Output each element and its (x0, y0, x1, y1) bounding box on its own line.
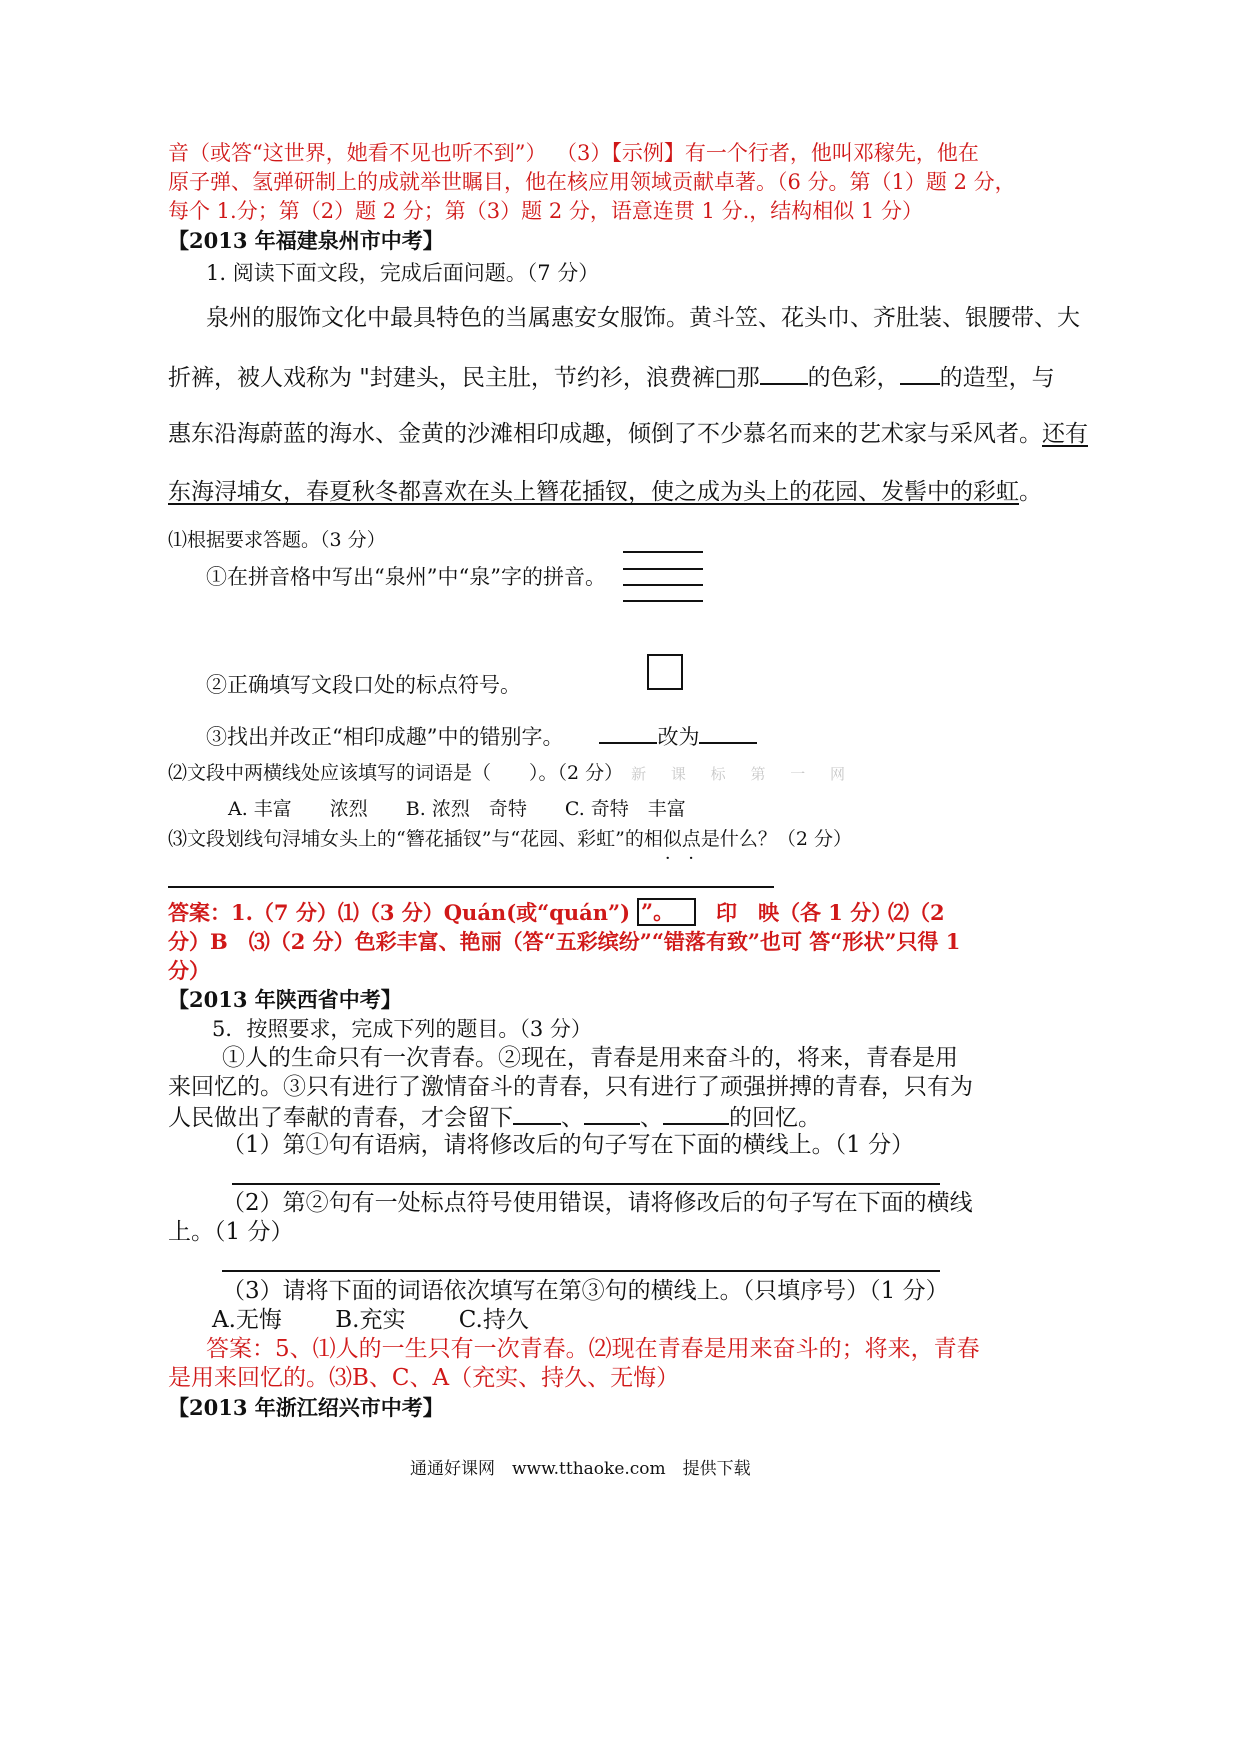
section-heading-quanzhou: 【2013 年福建泉州市中考】 (168, 228, 444, 253)
question-5-title: 5．按照要求，完成下列的题目。（3 分） (212, 1017, 592, 1041)
passage-line-4-end: 。 (1019, 479, 1042, 505)
underlined-sentence-start: 还有 (1042, 421, 1088, 447)
sub-question-1-ii: ②正确填写文段口处的标点符号。 (206, 673, 521, 697)
page-footer: 通通好课网 www.tthaoke.com 提供下载 (410, 1459, 751, 1479)
sub-question-1-iii-text: ③找出并改正“相印成趣”中的错别字。 (206, 725, 564, 749)
answer-line-1a: 音（或答“这世界，她看不见也听不到”） (168, 141, 547, 165)
answer-mark-box: ”。 (637, 898, 696, 926)
answer-blank[interactable] (513, 1103, 561, 1125)
passage-line-3-text: 惠东沿海蔚蓝的海水、金黄的沙滩相印成趣，倾倒了不少慕名而来的艺术家与采风者。 (168, 421, 1042, 447)
watermark-text: 新 课 标 第 一 网 (631, 765, 855, 783)
question-title: 1. 阅读下面文段，完成后面问题。（7 分） (206, 261, 600, 285)
passage-line-1: 泉州的服饰文化中最具特色的当属惠安女服饰。黄斗笠、花头巾、齐肚装、银腰带、大 (206, 305, 1080, 331)
passage-line-2-text: 折裤，被人戏称为 "封建头，民主肚，节约衫，浪费裤□那 (168, 365, 760, 391)
separator-comma: 、 (640, 1105, 663, 1131)
sub-question-2-text: ⑵文段中两横线处应该填写的词语是（ ）。（2 分） (168, 762, 624, 784)
section-heading-shaoxing: 【2013 年浙江绍兴市中考】 (168, 1395, 444, 1420)
question-5-line-3-end: 的回忆。 (729, 1105, 821, 1131)
passage-line-2-mid: 的色彩， (807, 365, 900, 391)
question-5-line-1: ①人的生命只有一次青春。②现在，青春是用来奋斗的，将来，青春是用 (222, 1045, 958, 1071)
sub-question-3 (168, 826, 852, 852)
question-5-options: A.无悔 B.充实 C.持久 (212, 1307, 529, 1333)
passage-line-2 (168, 363, 1055, 391)
answer-blank[interactable] (900, 363, 940, 385)
answer-1-line-3: 分） (168, 958, 210, 983)
change-to-label: 改为 (657, 725, 700, 749)
answer-line[interactable] (222, 1270, 940, 1272)
separator-line (168, 886, 774, 888)
emphasis-dotted-text: 似点 · · (663, 828, 701, 850)
sub-question-2-options: A. 丰富 浓烈 B. 浓烈 奇特 C. 奇特 丰富 (228, 798, 686, 820)
section-heading-shaanxi: 【2013 年陕西省中考】 (168, 987, 402, 1012)
punctuation-answer-box[interactable] (647, 654, 683, 690)
pinyin-grid-line (623, 551, 703, 553)
answer-blank[interactable] (699, 722, 757, 744)
underlined-sentence: 东海浔埔女，春夏秋冬都喜欢在头上簪花插钗，使之成为头上的花园、发髻中的彩虹 (168, 479, 1019, 505)
answer-1-line-2: 分）B ⑶（2 分）色彩丰富、艳丽（答“五彩缤纷”“错落有致”也可 答“形状”只得 1 (168, 929, 961, 954)
answer-1-line-1b: 印 映（各 1 分） (716, 900, 893, 925)
answer-blank[interactable] (760, 363, 808, 385)
answer-1-line-1c: ⑵（2 (888, 900, 945, 925)
passage-line-2-end: 的造型，与 (939, 365, 1055, 391)
answer-blank[interactable] (599, 722, 657, 744)
answer-5-line-1: 答案：5、⑴人的一生只有一次青春。⑵现在青春是用来奋斗的；将来，青春 (206, 1336, 980, 1362)
sub-question-1-iii (206, 722, 757, 750)
question-5-sub-2: （2）第②句有一处标点符号使用错误，请将修改后的句子写在下面的横线 (222, 1190, 973, 1216)
question-5-line-3 (168, 1103, 821, 1131)
answer-line-1b: （3）【示例】有一个行者，他叫邓稼先，他在 (556, 141, 979, 165)
passage-line-4 (168, 479, 1042, 505)
passage-line-3 (168, 421, 1088, 447)
sub-question-2 (168, 760, 855, 787)
pinyin-grid-line (623, 584, 703, 586)
answer-line-3: 每个 1.分；第（2）题 2 分；第（3）题 2 分，语意连贯 1 分.，结构相似 1 分） (168, 199, 923, 223)
answer-blank[interactable] (663, 1103, 729, 1125)
question-5-line-2: 来回忆的。③只有进行了激情奋斗的青春，只有进行了顽强拼搏的青春，只有为 (168, 1074, 973, 1100)
pinyin-grid-line (623, 568, 703, 570)
answer-1-line-1: 答案：1.（7 分）⑴（3 分）Quán(或“quán”) (168, 900, 631, 925)
answer-line[interactable] (232, 1183, 940, 1185)
answer-line-2: 原子弹、氢弹研制上的成就举世瞩目，他在核应用领域贡献卓著。（6 分。第（1）题 2 分， (168, 170, 1016, 194)
question-5-sub-3: （3）请将下面的词语依次填写在第③句的横线上。（只填序号）（1 分） (222, 1278, 949, 1304)
sub-question-1: ⑴根据要求答题。（3 分） (168, 529, 386, 551)
sub-question-1-i: ①在拼音格中写出“泉州”中“泉”字的拼音。 (206, 565, 606, 589)
question-5-line-3-text: 人民做出了奉献的青春，才会留下 (168, 1105, 513, 1131)
sub-question-3-text: ⑶文段划线句浔埔女头上的“簪花插钗”与“花园、彩虹”的相 (168, 828, 663, 850)
question-5-sub-2-cont: 上。（1 分） (168, 1219, 294, 1245)
answer-blank[interactable] (584, 1103, 640, 1125)
pinyin-grid-line (623, 600, 703, 602)
sub-question-3-end: 是什么？（2 分） (700, 828, 853, 850)
separator-comma: 、 (561, 1105, 584, 1131)
question-5-sub-1: （1）第①句有语病，请将修改后的句子写在下面的横线上。（1 分） (222, 1132, 915, 1158)
answer-5-line-2: 是用来回忆的。⑶B、C、A（充实、持久、无悔） (168, 1365, 680, 1391)
